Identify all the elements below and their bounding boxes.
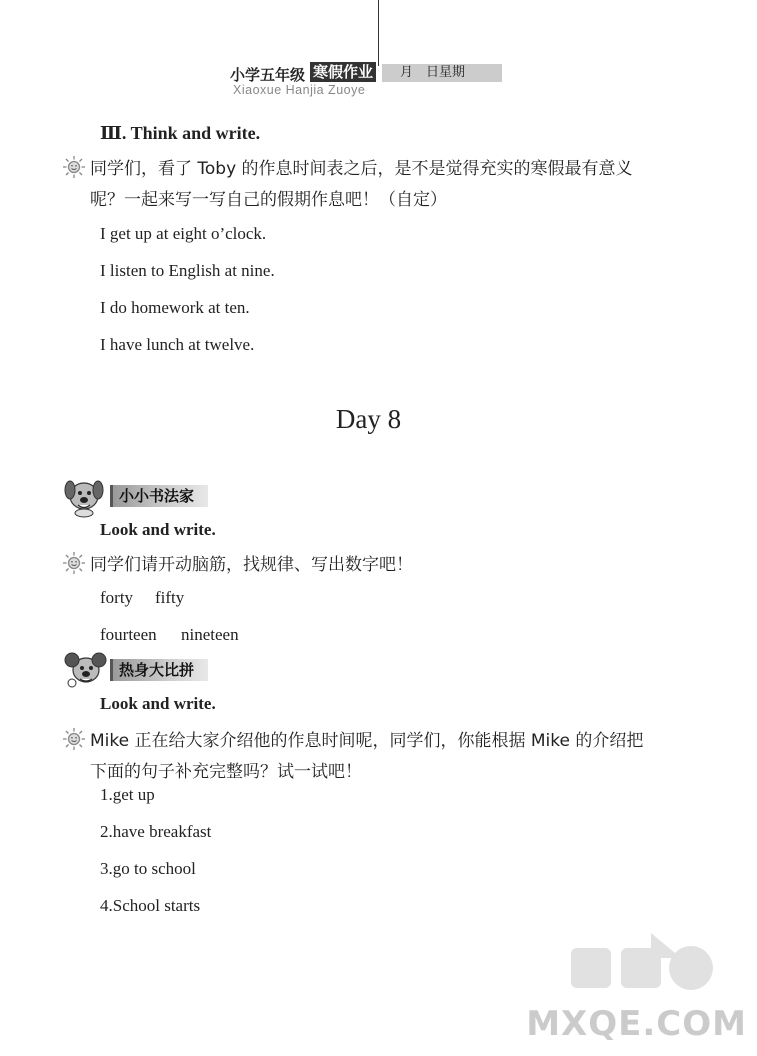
section-title: Ⅲ. Think and write. (100, 123, 261, 143)
answer-line: I do homework at ten. (100, 298, 250, 317)
day-title: Day 8 (335, 404, 402, 434)
schedule-item: 1.get up (100, 785, 155, 804)
header-pinyin: Xiaoxue Hanjia Zuoye (233, 83, 366, 97)
schedule-item: 2.have breakfast (100, 822, 212, 841)
part-title: Look and write. (100, 520, 216, 539)
answer-line: I get up at eight o’clock. (100, 224, 267, 243)
schedule-item: 3.go to school (100, 859, 196, 878)
header-divider (378, 0, 379, 66)
part-banner: 小小书法家 (110, 485, 208, 507)
schedule-item: 4.School starts (100, 896, 201, 915)
header-highlight: 寒假作业 (310, 62, 376, 82)
number-word: fifty (155, 588, 185, 607)
sun-icon (62, 155, 86, 179)
answer-line: I have lunch at twelve. (100, 335, 255, 354)
sun-icon (62, 727, 86, 751)
part-hint: Mike 正在给大家介绍他的作息时间呢，同学们，你能根据 Mike 的介绍把 下面的句子补充完整吗？试一试吧！ (62, 726, 682, 788)
dog-mascot-icon (62, 650, 108, 692)
number-word: nineteen (181, 625, 239, 644)
sun-icon (62, 551, 86, 575)
part-banner: 热身大比拼 (110, 659, 208, 681)
number-word: forty (100, 588, 134, 607)
header-date-field: 月 日星期 (382, 64, 502, 82)
number-word: fourteen (100, 625, 157, 644)
answer-line: I listen to English at nine. (100, 261, 275, 280)
part-hint: 同学们请开动脑筋，找规律、写出数字吧！ (62, 550, 682, 581)
watermark-text: MXQE.COM (526, 1004, 747, 1044)
header-series: 小学五年级 (230, 66, 306, 84)
dog-mascot-icon (62, 476, 108, 518)
section-hint: 同学们，看了 Toby 的作息时间表之后，是不是觉得充实的寒假最有意义 呢？一起来写一写自己的假期作息吧！（自定） (62, 154, 682, 216)
part-title: Look and write. (100, 694, 216, 713)
